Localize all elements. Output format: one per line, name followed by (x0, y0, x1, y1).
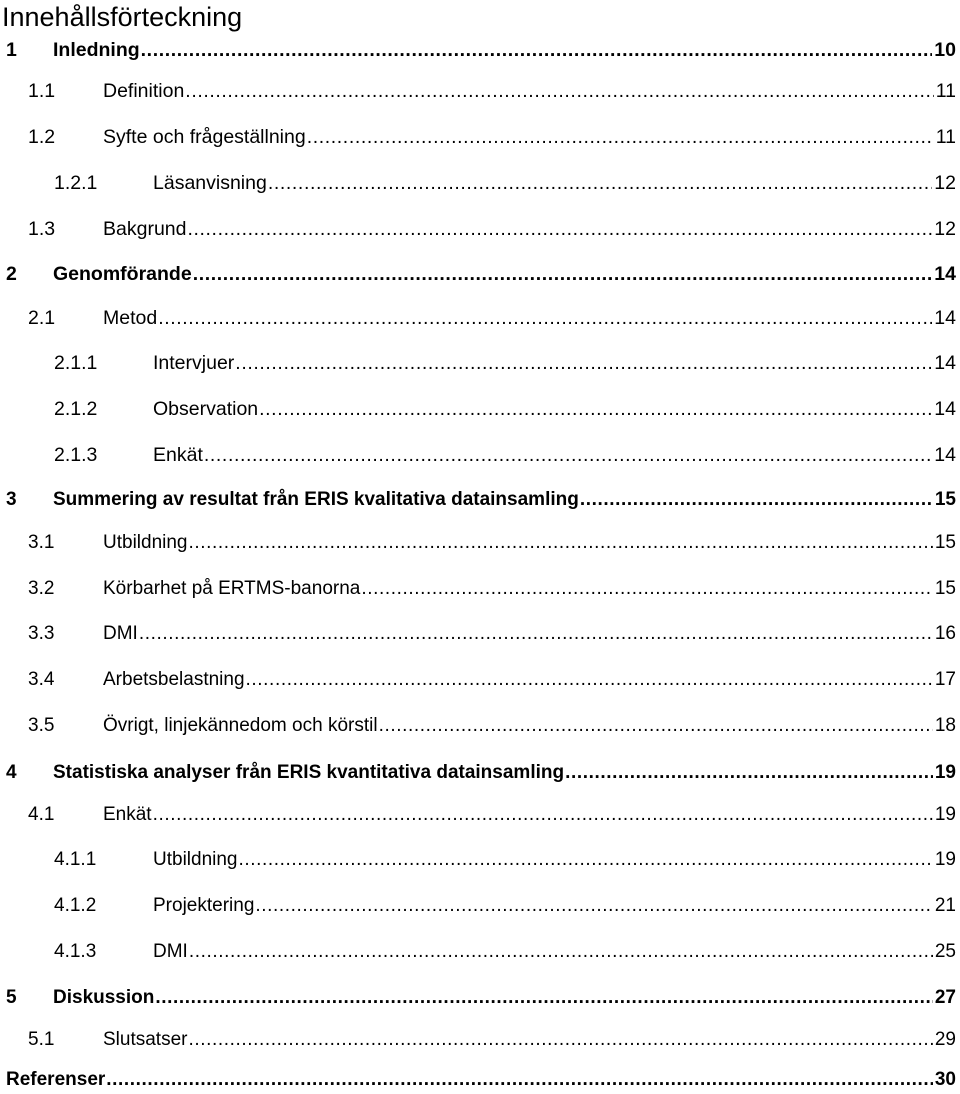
toc-number: 4.1.1 (54, 849, 97, 870)
toc-label: Bakgrund (103, 218, 187, 240)
toc-entry-5[interactable] (6, 985, 960, 1011)
toc-label: Projektering (153, 895, 255, 916)
toc-page: 12 (934, 172, 956, 194)
toc-label: Övrigt, linjekännedom och körstil (103, 715, 378, 736)
toc-leader (139, 621, 933, 647)
toc-entry-4-1-3[interactable] (54, 939, 960, 965)
toc-leader (239, 847, 933, 873)
toc-label: Definition (103, 80, 185, 102)
toc-label: Utbildning (153, 849, 238, 870)
toc-entry-3-5[interactable] (28, 713, 960, 739)
toc-page: 21 (934, 895, 956, 916)
toc-label: Statistiska analyser från ERIS kvantitativa datainsamling (53, 762, 565, 783)
toc-page: 14 (934, 444, 956, 466)
toc-number: 3.2 (28, 578, 55, 599)
toc-leader (307, 124, 934, 150)
toc-entry-3[interactable] (6, 487, 960, 513)
toc-label: Observation (153, 398, 259, 420)
toc-number: 3 (6, 489, 17, 510)
toc-page: 17 (934, 669, 956, 690)
toc-number: 2 (6, 263, 17, 285)
toc-entry-2-1-1[interactable] (54, 350, 960, 376)
toc-leader (379, 713, 933, 739)
toc-number: 1.1 (28, 80, 56, 102)
toc-entry-4-1-1[interactable] (54, 847, 960, 873)
toc-leader (361, 576, 933, 602)
toc-leader (153, 802, 933, 828)
toc-number: 4.1.2 (54, 895, 97, 916)
toc-leader (158, 305, 932, 331)
toc-number: 1 (6, 39, 17, 61)
toc-leader (193, 261, 933, 287)
toc-label: Genomförande (53, 263, 192, 285)
toc-entry-2[interactable] (6, 261, 960, 287)
toc-leader (235, 350, 932, 376)
toc-label: Inledning (53, 39, 140, 61)
toc-label: Enkät (103, 804, 152, 825)
toc-entry-3-1[interactable] (28, 530, 960, 556)
toc-page: 19 (934, 762, 956, 783)
toc-entry-referenser[interactable] (6, 1067, 960, 1093)
toc-entry-1-2[interactable] (28, 124, 960, 150)
toc-page: 14 (934, 307, 956, 329)
toc-label: Metod (103, 307, 158, 329)
toc-page: 18 (934, 715, 956, 736)
toc-title: Innehållsförteckning (2, 2, 243, 32)
toc-leader (259, 396, 932, 422)
toc-leader (106, 1067, 933, 1093)
toc-leader (268, 170, 932, 196)
toc-number: 3.5 (28, 715, 55, 736)
toc-number: 1.2 (28, 126, 56, 148)
toc-page: 15 (934, 532, 956, 553)
toc-leader (204, 442, 932, 468)
toc-entry-2-1-3[interactable] (54, 442, 960, 468)
toc-entry-4-1[interactable] (28, 802, 960, 828)
toc-entry-2-1[interactable] (28, 305, 960, 331)
toc-number: 1.2.1 (54, 172, 98, 194)
toc-entry-4-1-2[interactable] (54, 893, 960, 919)
toc-label: Summering av resultat från ERIS kvalitativa datainsamling (53, 489, 579, 510)
toc-number: 2.1 (28, 307, 56, 329)
toc-label: Diskussion (53, 987, 155, 1008)
toc-page: 11 (935, 80, 956, 102)
toc-page: 14 (934, 398, 956, 420)
toc-number: 4 (6, 762, 17, 783)
toc-label: Intervjuer (153, 352, 235, 374)
toc-number: 3.1 (28, 532, 55, 553)
toc-number: 2.1.1 (54, 352, 98, 374)
toc-page: 14 (934, 263, 956, 285)
toc-page: 19 (934, 849, 956, 870)
toc-number: 3.4 (28, 669, 55, 690)
toc-entry-1-2-1[interactable] (54, 170, 960, 196)
toc-number: 4.1.3 (54, 941, 97, 962)
toc-leader (141, 37, 933, 63)
toc-page: 19 (934, 804, 956, 825)
toc-leader (580, 487, 933, 513)
toc-number: 5 (6, 987, 17, 1008)
toc-leader (185, 78, 933, 104)
toc-entry-4[interactable] (6, 760, 960, 786)
toc-label: DMI (103, 623, 138, 644)
toc-label: Referenser (6, 1069, 106, 1090)
toc-page: 16 (934, 623, 956, 644)
toc-number: 4.1 (28, 804, 55, 825)
toc-page: 15 (934, 578, 956, 599)
toc-label: Läsanvisning (153, 172, 267, 194)
toc-page: 10 (934, 39, 956, 61)
toc-entry-3-2[interactable] (28, 576, 960, 602)
toc-page: 12 (934, 218, 956, 240)
toc-label: DMI (153, 941, 188, 962)
toc-leader (188, 1027, 932, 1053)
toc-label: Slutsatser (103, 1029, 188, 1050)
toc-page: 30 (934, 1069, 956, 1090)
toc-number: 2.1.2 (54, 398, 98, 420)
toc-page: 25 (934, 941, 956, 962)
toc-label: Enkät (153, 444, 203, 466)
toc-leader (155, 985, 932, 1011)
toc-number: 3.3 (28, 623, 55, 644)
toc-number: 2.1.3 (54, 444, 98, 466)
toc-leader (189, 530, 933, 556)
toc-page: 14 (934, 352, 956, 374)
toc-entry-3-4[interactable] (28, 667, 960, 693)
toc-entry-1-1[interactable] (28, 78, 960, 104)
toc-leader (255, 893, 932, 919)
toc-leader (187, 216, 932, 242)
toc-entry-3-3[interactable] (28, 621, 960, 647)
toc-leader (189, 939, 933, 965)
toc-number: 1.3 (28, 218, 56, 240)
toc-label: Utbildning (103, 532, 188, 553)
toc-page: 15 (934, 489, 956, 510)
toc-entry-5-1[interactable] (28, 1027, 960, 1053)
toc-label: Arbetsbelastning (103, 669, 245, 690)
toc-leader (565, 760, 933, 786)
toc-page: 27 (934, 987, 956, 1008)
toc-label: Körbarhet på ERTMS-banorna (103, 578, 361, 599)
toc-entry-1[interactable] (6, 37, 960, 63)
toc-entry-2-1-2[interactable] (54, 396, 960, 422)
toc-number: 5.1 (28, 1029, 55, 1050)
toc-page: 11 (935, 126, 956, 148)
toc-page: 29 (934, 1029, 956, 1050)
toc-label: Syfte och frågeställning (103, 126, 306, 148)
toc-entry-1-3[interactable] (28, 216, 960, 242)
toc-leader (246, 667, 933, 693)
